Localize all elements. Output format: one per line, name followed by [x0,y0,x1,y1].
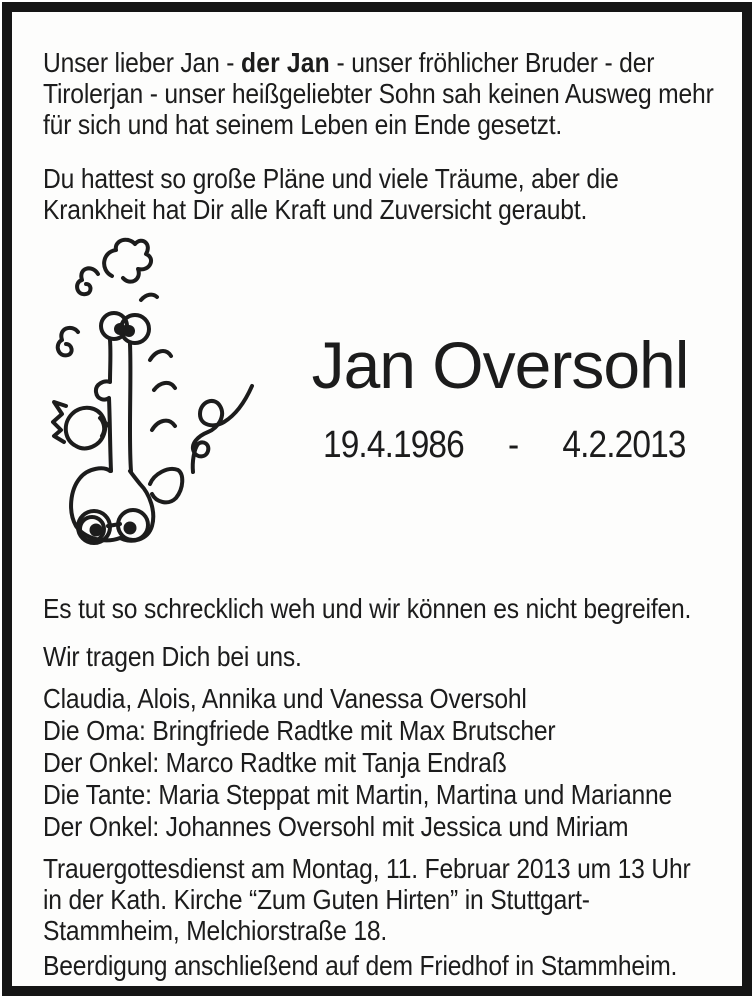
death-date: 4.2.2013 [562,424,686,466]
service-info: Trauergottesdienst am Montag, 11. Februar 2013 um 13 Uhr in der Kath. Kirche “Zum Guten Hirten” in Stuttgart-Stammheim, Melchiorstraße 18. [43,853,691,946]
burial-info: Beerdigung anschließend auf dem Friedhof in Stammheim. [43,950,678,981]
intro-pre: Unser lieber Jan - [43,47,241,78]
mourner-line: Die Oma: Bringfriede Radtke mit Max Brutscher [43,715,556,746]
neck-lines [96,340,131,471]
life-dates [323,425,686,465]
hand-and-arm [53,402,109,448]
mourner-line: Claudia, Alois, Annika und Vanessa Oversohl [43,683,527,714]
doodle-drawing [38,236,262,570]
loop-squiggle [193,386,252,472]
obituary-frame [2,2,752,996]
struggle-paragraph: Du hattest so große Pläne und viele Träume, aber die Krankheit hat Dir alle Kraft und Zuversicht geraubt. [43,163,619,225]
mourners-list [43,683,754,843]
deceased-name: Jan Oversohl [311,328,689,402]
emphasized-nickname: der Jan [240,47,330,78]
intro-paragraph [43,47,738,140]
promise-line: Wir tragen Dich bei uns. [43,641,302,672]
googly-eyes [101,313,149,343]
mourner-line: Der Onkel: Johannes Oversohl mit Jessica und Miriam [43,811,629,842]
date-separator: - [508,424,519,466]
grief-line: Es tut so schrecklich weh und wir können es nicht begreifen. [43,593,692,624]
mourner-line: Der Onkel: Marco Radtke mit Tanja Endraß [43,747,507,778]
mourner-line: Die Tante: Maria Steppat mit Martin, Martina und Marianne [43,779,673,810]
motion-lines [150,351,175,430]
birth-date: 19.4.1986 [323,424,464,466]
intro-post: - unser fröhlicher Bruder - der Tirolerjan - unser heißgeliebter Sohn sah keinen Ausweg mehr für sich und hat seinem Leben ein Ende gesetzt. [43,47,714,140]
